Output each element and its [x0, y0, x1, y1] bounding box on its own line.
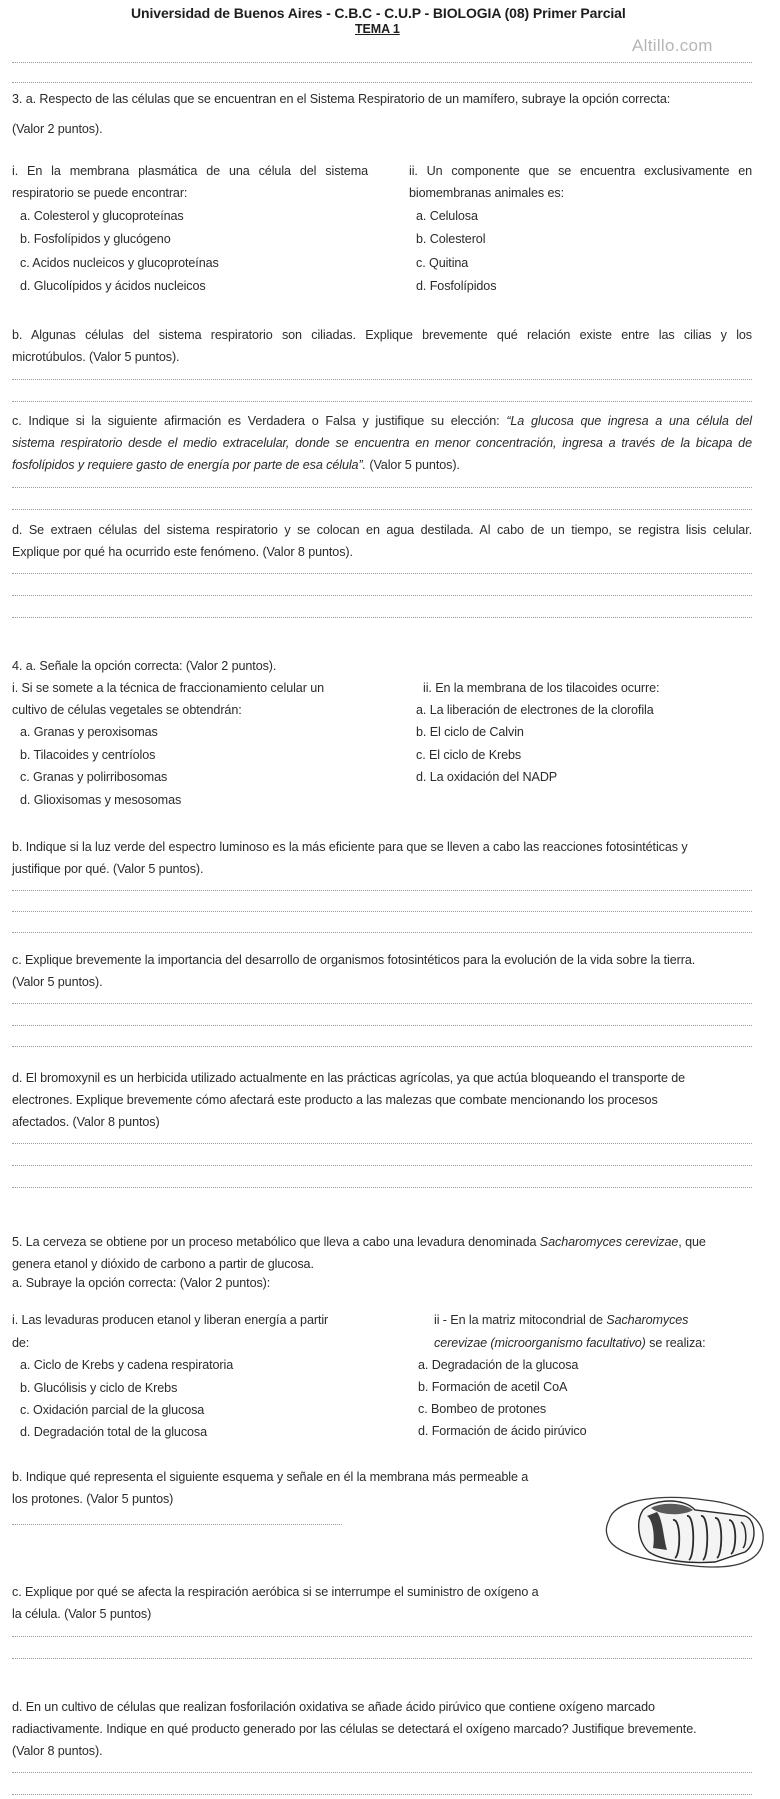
- q5-ii-stem: cerevizae (microorganismo facultativo) se realiza:: [434, 1336, 706, 1350]
- q3-i-option[interactable]: c. Acidos nucleicos y glucoproteínas: [20, 256, 219, 270]
- q5-a-prompt: a. Subraye la opción correcta: (Valor 2 puntos):: [12, 1276, 271, 1290]
- answer-line: [12, 1165, 752, 1166]
- q3-ii-option[interactable]: c. Quitina: [416, 256, 469, 270]
- q3-a-value: (Valor 2 puntos).: [12, 122, 103, 136]
- q4-ii-option[interactable]: d. La oxidación del NADP: [416, 770, 558, 784]
- answer-line: [12, 1187, 752, 1188]
- answer-line: [12, 617, 752, 618]
- q5-i-option[interactable]: d. Degradación total de la glucosa: [20, 1425, 208, 1439]
- q4-i-option[interactable]: c. Granas y polirribosomas: [20, 770, 168, 784]
- q5-intro: 5. La cerveza se obtiene por un proceso metabólico que lleva a cabo una levadura denominada Sacharomyces cerevizae, que: [12, 1235, 706, 1249]
- answer-line: [12, 573, 752, 574]
- mitochondrion-diagram: [595, 1490, 770, 1570]
- answer-line: [12, 1658, 752, 1659]
- q3-c-question: c. Indique si la siguiente afirmación es Verdadera o Falsa y justifique su elección: “La glucosa que ingresa a una célula del: [12, 414, 752, 428]
- q3-ii-stem: ii. Un componente que se encuentra exclusivamente en: [409, 164, 752, 178]
- q5-i-stem: i. Las levaduras producen etanol y liberan energía a partir: [12, 1313, 329, 1327]
- q4-c-question: c. Explique brevemente la importancia del desarrollo de organismos fotosintéticos para la evolución de la vida sobre la tierra.: [12, 953, 696, 967]
- q3-ii-stem: biomembranas animales es:: [409, 186, 564, 200]
- q5-i-option[interactable]: b. Glucólisis y ciclo de Krebs: [20, 1381, 178, 1395]
- answer-line: [12, 62, 752, 63]
- answer-line: [12, 509, 752, 510]
- q3-i-option[interactable]: a. Colesterol y glucoproteínas: [20, 209, 184, 223]
- q5-b-question: b. Indique qué representa el siguiente esquema y señale en él la membrana más permeable a: [12, 1470, 529, 1484]
- q5-ii-option[interactable]: b. Formación de acetil CoA: [418, 1380, 568, 1394]
- q4-i-option[interactable]: a. Granas y peroxisomas: [20, 725, 158, 739]
- answer-line: [12, 1143, 752, 1144]
- q5-ii-option[interactable]: a. Degradación de la glucosa: [418, 1358, 579, 1372]
- answer-line: [12, 1772, 752, 1773]
- q4-i-option[interactable]: d. Glioxisomas y mesosomas: [20, 793, 182, 807]
- q5-d-question: d. En un cultivo de células que realizan fosforilación oxidativa se añade ácido pirúvico que contiene oxígeno marcado: [12, 1700, 655, 1714]
- q4-b-question: justifique por qué. (Valor 5 puntos).: [12, 862, 204, 876]
- answer-line: [12, 911, 752, 912]
- q5-c-question: la célula. (Valor 5 puntos): [12, 1607, 152, 1621]
- answer-line: [12, 401, 752, 402]
- q3-b-question: microtúbulos. (Valor 5 puntos).: [12, 350, 180, 364]
- q3-ii-option[interactable]: b. Colesterol: [416, 232, 486, 246]
- q4-i-option[interactable]: b. Tilacoides y centríolos: [20, 748, 156, 762]
- q3-ii-option[interactable]: d. Fosfolípidos: [416, 279, 497, 293]
- q4-b-question: b. Indique si la luz verde del espectro luminoso es la más eficiente para que se lleven a cabo las reacciones fotosintéticas y: [12, 840, 688, 854]
- q3-c-quote: sistema respiratorio desde el medio extracelular, donde se encuentra en menor concentración, ingresa a través de la bicapa de: [12, 436, 752, 450]
- answer-line: [12, 1524, 342, 1525]
- q3-i-option[interactable]: b. Fosfolípidos y glucógeno: [20, 232, 171, 246]
- q5-ii-option[interactable]: c. Bombeo de protones: [418, 1402, 547, 1416]
- answer-line: [12, 932, 752, 933]
- exam-title: Universidad de Buenos Aires - C.B.C - C.U.P - BIOLOGIA (08) Primer Parcial: [131, 5, 626, 21]
- q3-i-stem: respiratorio se puede encontrar:: [12, 186, 188, 200]
- q5-intro: genera etanol y dióxido de carbono a partir de glucosa.: [12, 1257, 314, 1271]
- q4-ii-option[interactable]: a. La liberación de electrones de la clorofila: [416, 703, 654, 717]
- answer-line: [12, 82, 752, 83]
- q5-ii-option[interactable]: d. Formación de ácido pirúvico: [418, 1424, 587, 1438]
- q4-c-question: (Valor 5 puntos).: [12, 975, 103, 989]
- q5-b-question: los protones. (Valor 5 puntos): [12, 1492, 174, 1506]
- q5-d-question: (Valor 8 puntos).: [12, 1744, 103, 1758]
- q4-d-question: afectados. (Valor 8 puntos): [12, 1115, 160, 1129]
- q4-d-question: electrones. Explique brevemente cómo afectará este producto a las malezas que combate mencionando los procesos: [12, 1093, 658, 1107]
- answer-line: [12, 487, 752, 488]
- q3-i-option[interactable]: d. Glucolípidos y ácidos nucleicos: [20, 279, 206, 293]
- q3-a-prompt: 3. a. Respecto de las células que se encuentran en el Sistema Respiratorio de un mamífero, subraye la opción correcta:: [12, 92, 671, 106]
- q3-c-quote: fosfolípidos y requiere gasto de energía por parte de esa célula”. (Valor 5 puntos).: [12, 458, 460, 472]
- q5-i-option[interactable]: c. Oxidación parcial de la glucosa: [20, 1403, 205, 1417]
- exam-subtitle: TEMA 1: [355, 22, 400, 36]
- q3-d-question: d. Se extraen células del sistema respiratorio y se colocan en agua destilada. Al cabo de un tiempo, se registra lisis celular.: [12, 523, 752, 537]
- q5-i-option[interactable]: a. Ciclo de Krebs y cadena respiratoria: [20, 1358, 234, 1372]
- q4-d-question: d. El bromoxynil es un herbicida utilizado actualmente en las prácticas agrícolas, ya que actúa bloqueando el transporte de: [12, 1071, 686, 1085]
- answer-line: [12, 379, 752, 380]
- q3-d-question: Explique por qué ha ocurrido este fenómeno. (Valor 8 puntos).: [12, 545, 353, 559]
- q4-ii-option[interactable]: b. El ciclo de Calvin: [416, 725, 524, 739]
- q5-ii-stem: ii - En la matriz mitocondrial de Sacharomyces: [434, 1313, 689, 1327]
- answer-line: [12, 1025, 752, 1026]
- watermark: Altillo.com: [632, 36, 713, 55]
- q4-a-prompt: 4. a. Señale la opción correcta: (Valor 2 puntos).: [12, 659, 277, 673]
- q5-d-question: radiactivamente. Indique en qué producto generado por las células se detectará el oxígeno marcado? Justifique brevemente.: [12, 1722, 697, 1736]
- q5-c-question: c. Explique por qué se afecta la respiración aeróbica si se interrumpe el suministro de oxígeno a: [12, 1585, 539, 1599]
- q4-ii-stem: ii. En la membrana de los tilacoides ocurre:: [423, 681, 660, 695]
- answer-line: [12, 1046, 752, 1047]
- answer-line: [12, 595, 752, 596]
- answer-line: [12, 890, 752, 891]
- answer-line: [12, 1794, 752, 1795]
- q3-b-question: b. Algunas células del sistema respiratorio son ciliadas. Explique brevemente qué relación existe entre las cilias y los: [12, 328, 752, 342]
- q4-i-stem: cultivo de células vegetales se obtendrán:: [12, 703, 242, 717]
- q3-ii-option[interactable]: a. Celulosa: [416, 209, 478, 223]
- q3-i-stem: i. En la membrana plasmática de una célula del sistema: [12, 164, 368, 178]
- answer-line: [12, 1003, 752, 1004]
- q5-i-stem: de:: [12, 1336, 30, 1350]
- q4-i-stem: i. Si se somete a la técnica de fraccionamiento celular un: [12, 681, 325, 695]
- q4-ii-option[interactable]: c. El ciclo de Krebs: [416, 748, 522, 762]
- answer-line: [12, 1636, 752, 1637]
